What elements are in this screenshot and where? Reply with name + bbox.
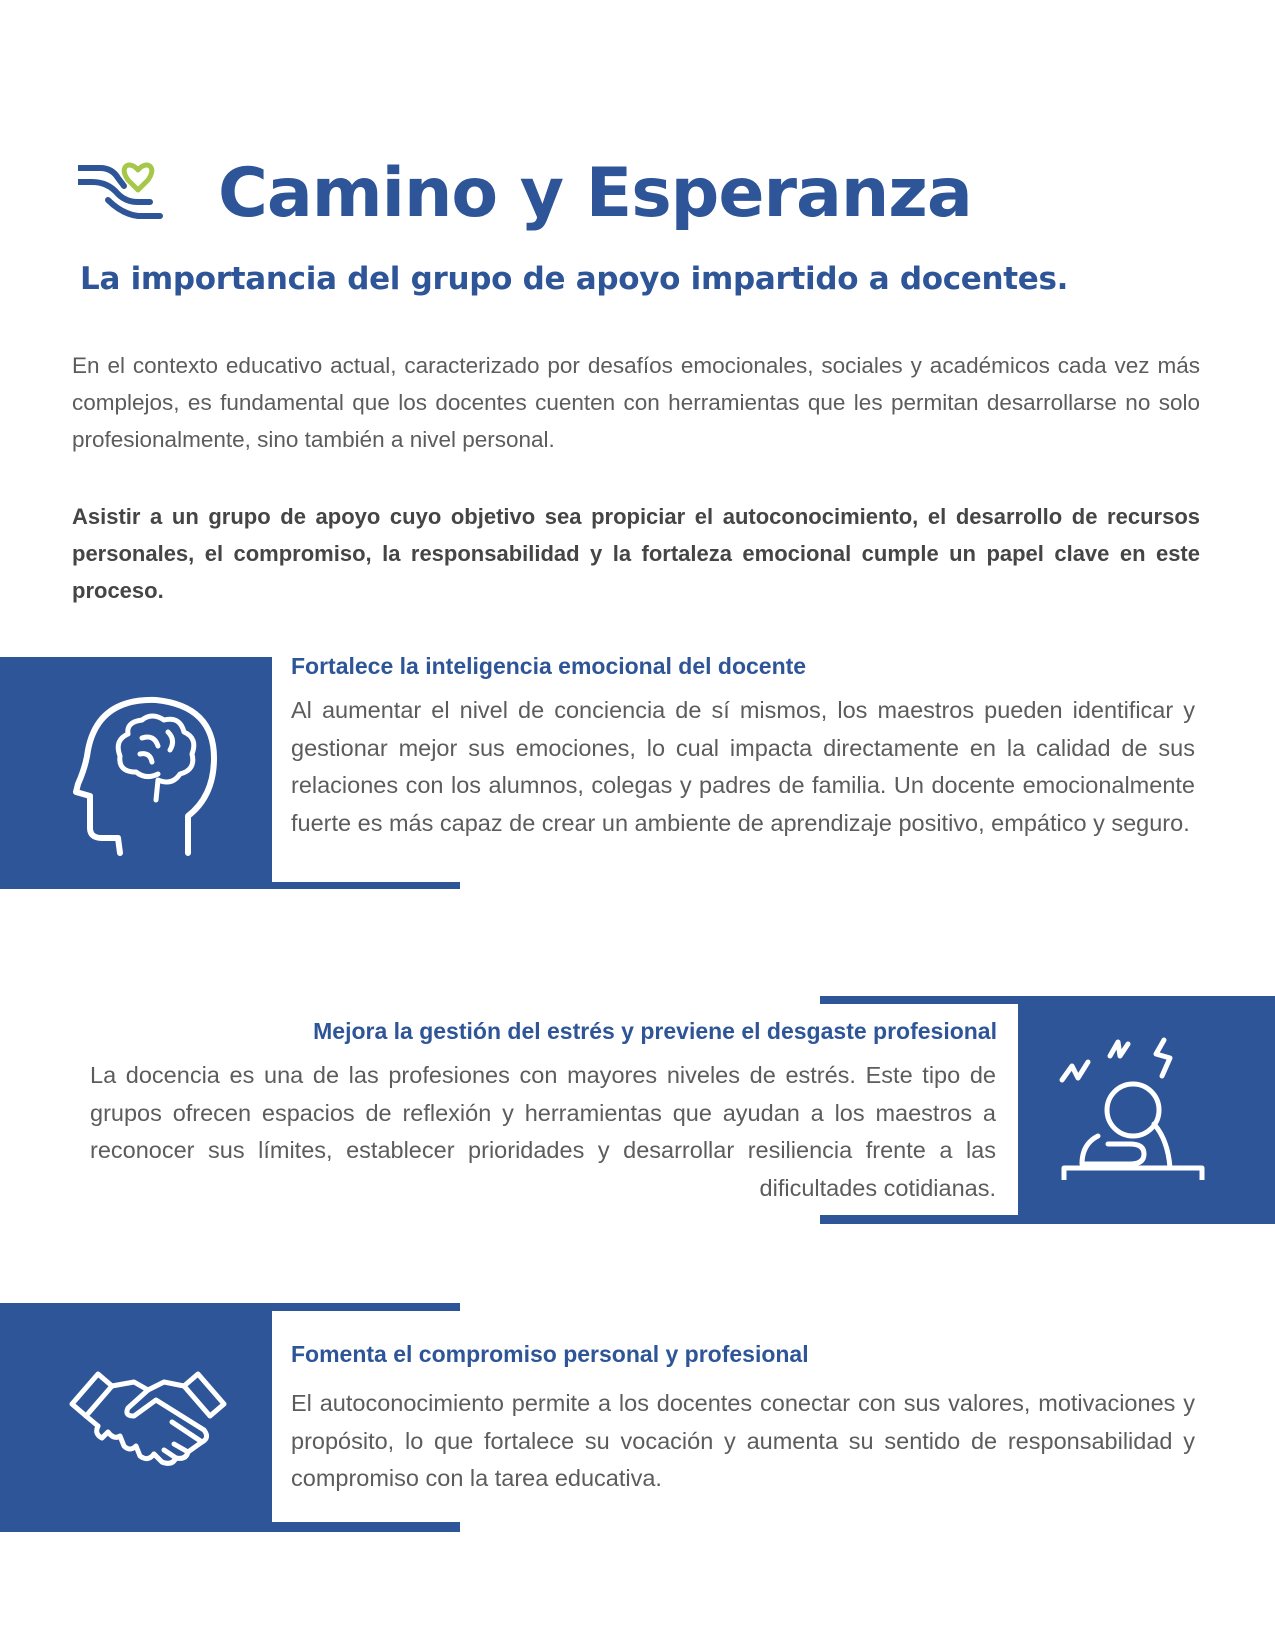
page-subtitle: La importancia del grupo de apoyo impartido a docentes. — [80, 261, 1069, 297]
page-title: Camino y Esperanza — [218, 154, 972, 233]
hand-heart-icon — [78, 140, 188, 235]
section-2-body: La docencia es una de las profesiones con mayores niveles de estrés. Este tipo de grupos ofrecen espacios de reflexión y herramientas que ayudan a los maestros a reconocer sus límites, establecer prioridades y desarrollar resiliencia frente a las dificultades cotidianas. — [90, 1062, 996, 1201]
handshake-icon — [68, 1360, 228, 1490]
section-3-body: El autoconocimiento permite a los docentes conectar con sus valores, motivaciones y propósito, lo que fortalece su vocación y aumenta su sentido de responsabilidad y compromiso con la tarea educativa. — [291, 1390, 1195, 1491]
section-2-heading: Mejora la gestión del estrés y previene el desgaste profesional — [313, 1018, 997, 1044]
section-3-heading: Fomenta el compromiso personal y profesional — [291, 1341, 809, 1367]
head-brain-icon — [68, 688, 228, 858]
intro-highlight-paragraph: Asistir a un grupo de apoyo cuyo objetivo sea propiciar el autoconocimiento, el desarrollo de recursos personales, el compromiso, la responsabilidad y la fortaleza emocional cumple un papel clave en este proceso. — [72, 504, 1200, 603]
stressed-person-icon — [1058, 1032, 1208, 1192]
section-1-heading: Fortalece la inteligencia emocional del docente — [291, 653, 807, 679]
intro-paragraph: En el contexto educativo actual, caracterizado por desafíos emocionales, sociales y académicos cada vez más complejos, es fundamental que los docentes cuenten con herramientas que les permitan desarrollarse no solo profesionalmente, sino también a nivel personal. — [72, 353, 1200, 452]
section-1-body: Al aumentar el nivel de conciencia de sí mismos, los maestros pueden identificar y gestionar mejor sus emociones, lo cual impacta directamente en la calidad de sus relaciones con los alumnos, colegas y padres de familia. Un docente emocionalmente fuerte es más capaz de crear un ambiente de aprendizaje positivo, empático y seguro. — [291, 697, 1195, 836]
